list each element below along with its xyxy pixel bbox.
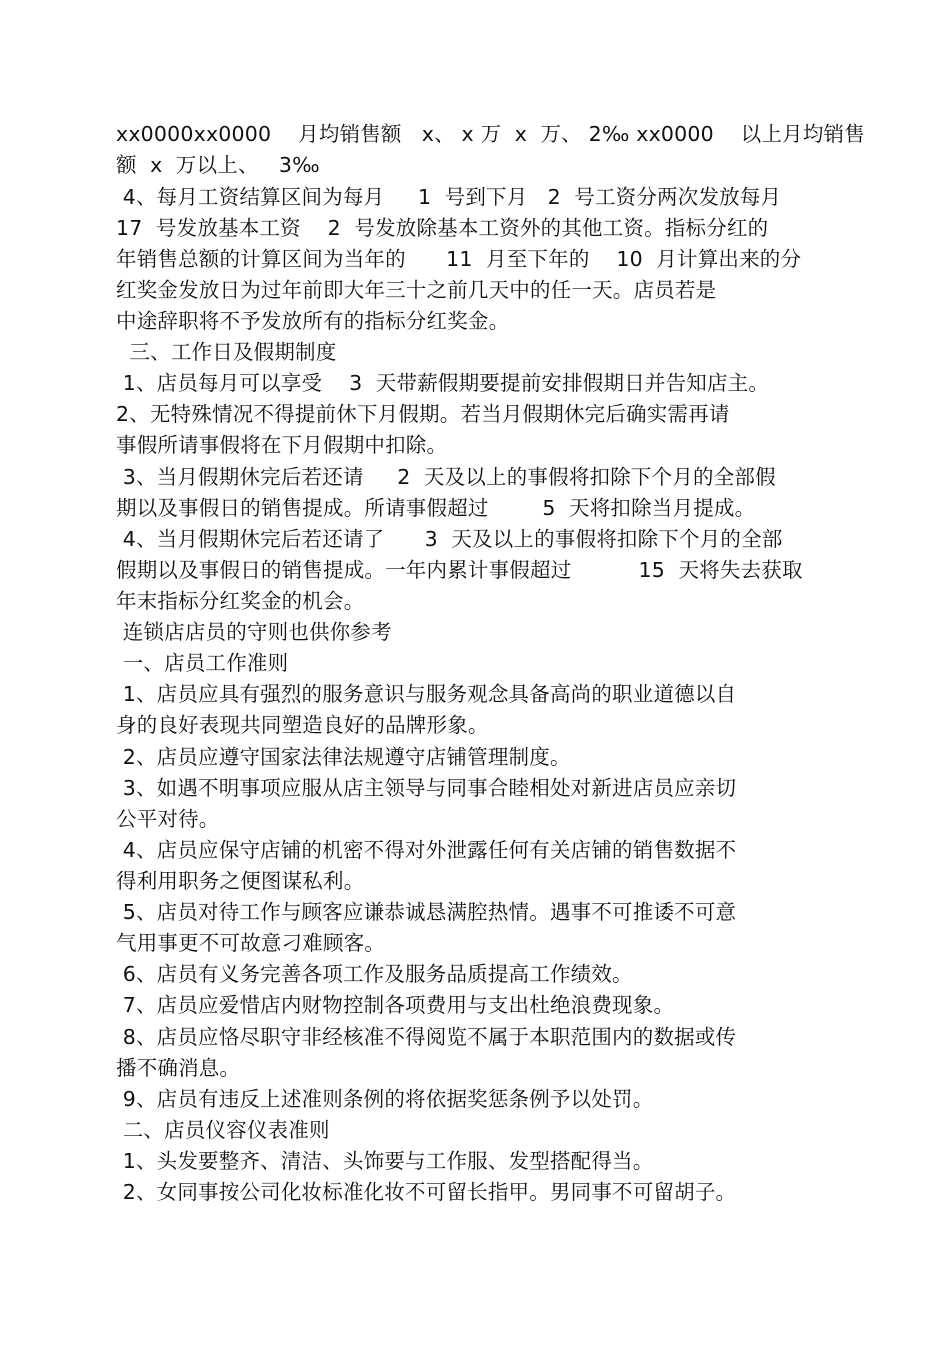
text-line: 1、店员每月可以享受 3 天带薪假期要提前安排假期日并告知店主。 [116, 371, 770, 395]
text-line: 3、当月假期休完后若还请 2 天及以上的事假将扣除下个月的全部假 [116, 465, 776, 489]
text-line: 17 号发放基本工资 2 号发放除基本工资外的其他工资。指标分红的 [116, 216, 769, 240]
text-line: 3、如遇不明事项应服从店主领导与同事合睦相处对新进店员应亲切 [116, 776, 737, 800]
text-line: 得利用职务之便图谋私利。 [116, 869, 365, 893]
text-line: 7、店员应爱惜店内财物控制各项费用与支出杜绝浪费现象。 [116, 993, 675, 1017]
text-line: 4、店员应保守店铺的机密不得对外泄露任何有关店铺的销售数据不 [116, 838, 737, 862]
text-line: 年末指标分红奖金的机会。 [116, 589, 365, 613]
section-heading: 一、店员工作准则 [116, 651, 289, 675]
section-heading: 三、工作日及假期制度 [116, 340, 337, 364]
section-heading: 二、店员仪容仪表准则 [116, 1118, 330, 1142]
text-line: 年销售总额的计算区间为当年的 11 月至下年的 10 月计算出来的分 [116, 247, 802, 271]
text-line: 气用事更不可故意刁难顾客。 [116, 931, 386, 955]
text-line: 4、每月工资结算区间为每月 1 号到下月 2 号工资分两次发放每月 [116, 185, 782, 209]
text-line: xx0000xx0000 月均销售额 x、 x 万 x 万、 2‰ xx0000 以上月均销售 [116, 122, 865, 146]
text-line: 事假所请事假将在下月假期中扣除。 [116, 433, 448, 457]
section-heading: 连锁店店员的守则也供你参考 [116, 620, 392, 644]
text-line: 1、头发要整齐、清洁、头饰要与工作服、发型搭配得当。 [116, 1149, 654, 1173]
text-line: 1、店员应具有强烈的服务意识与服务观念具备高尚的职业道德以自 [116, 682, 737, 706]
text-line: 播不确消息。 [116, 1056, 241, 1080]
text-line: 期以及事假日的销售提成。所请事假超过 5 天将扣除当月提成。 [116, 496, 756, 520]
text-line: 6、店员有义务完善各项工作及服务品质提高工作绩效。 [116, 962, 633, 986]
text-line: 9、店员有违反上述准则条例的将依据奖惩条例予以处罚。 [116, 1087, 654, 1111]
text-line: 身的良好表现共同塑造良好的品牌形象。 [116, 713, 489, 737]
text-line: 红奖金发放日为过年前即大年三十之前几天中的任一天。店员若是 [116, 278, 717, 302]
text-line: 中途辞职将不予发放所有的指标分红奖金。 [116, 309, 510, 333]
text-line: 额 x 万以上、 3‰ [116, 153, 320, 177]
text-line: 8、店员应恪尽职守非经核准不得阅览不属于本职范围内的数据或传 [116, 1025, 737, 1049]
text-line: 5、店员对待工作与顾客应谦恭诚恳满腔热情。遇事不可推诿不可意 [116, 900, 737, 924]
text-line: 公平对待。 [116, 807, 220, 831]
text-line: 2、店员应遵守国家法律法规遵守店铺管理制度。 [116, 745, 571, 769]
text-line: 假期以及事假日的销售提成。一年内累计事假超过 15 天将失去获取 [116, 558, 803, 582]
text-line: 4、当月假期休完后若还请了 3 天及以上的事假将扣除下个月的全部 [116, 527, 783, 551]
text-line: 2、无特殊情况不得提前休下月假期。若当月假期休完后确实需再请 [116, 402, 730, 426]
text-line: 2、女同事按公司化妆标准化妆不可留长指甲。男同事不可留胡子。 [116, 1180, 737, 1204]
